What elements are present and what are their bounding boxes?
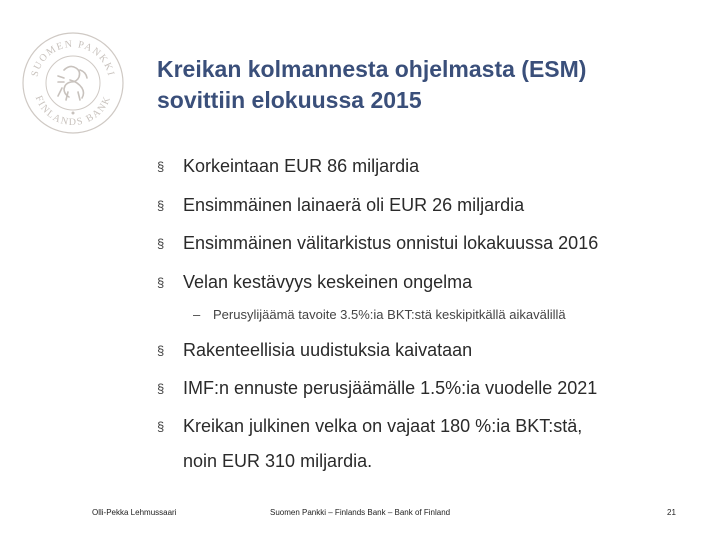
bullet-marker: §	[157, 419, 165, 434]
bullet-continuation-text: noin EUR 310 miljardia.	[183, 451, 373, 471]
footer-organization: Suomen Pankki – Finlands Bank – Bank of Finland	[270, 508, 451, 517]
bullet-marker: §	[157, 159, 165, 174]
bullet-marker: §	[157, 343, 165, 358]
seal-text-top: SUOMEN PANKKI	[29, 38, 117, 78]
page-number: 21	[667, 508, 676, 517]
bullet-marker: §	[157, 275, 165, 290]
slide-title	[157, 54, 677, 116]
bullet-marker: §	[157, 236, 165, 251]
bullet-text: Kreikan julkinen velka on vajaat 180 %:ia BKT:stä,	[183, 416, 583, 436]
slide-title-line-2: sovittiin elokuussa 2015	[157, 87, 422, 113]
sub-bullet-text: Perusylijäämä tavoite 3.5%:ia BKT:stä keskipitkällä aikavälillä	[213, 307, 566, 322]
bullet-text: Korkeintaan EUR 86 miljardia	[183, 156, 420, 176]
suomen-pankki-seal-icon	[20, 30, 126, 136]
bullet-marker: §	[157, 198, 165, 213]
seal-text-bottom: FINLANDS BANK	[32, 94, 114, 129]
bullet-marker: §	[157, 381, 165, 396]
slide-title-line-1: Kreikan kolmannesta ohjelmasta (ESM)	[157, 56, 587, 82]
bullet-text: IMF:n ennuste perusjäämälle 1.5%:ia vuodelle 2021	[183, 378, 598, 398]
bullet-text: Velan kestävyys keskeinen ongelma	[183, 272, 473, 292]
bullet-text: Ensimmäinen välitarkistus onnistui lokakuussa 2016	[183, 233, 599, 253]
bullet-text: Ensimmäinen lainaerä oli EUR 26 miljardia	[183, 195, 525, 215]
bullet-text: Rakenteellisia uudistuksia kaivataan	[183, 340, 473, 360]
footer-author: Olli-Pekka Lehmussaari	[92, 508, 177, 517]
sub-bullet-marker: –	[193, 307, 201, 322]
logo	[20, 30, 126, 136]
